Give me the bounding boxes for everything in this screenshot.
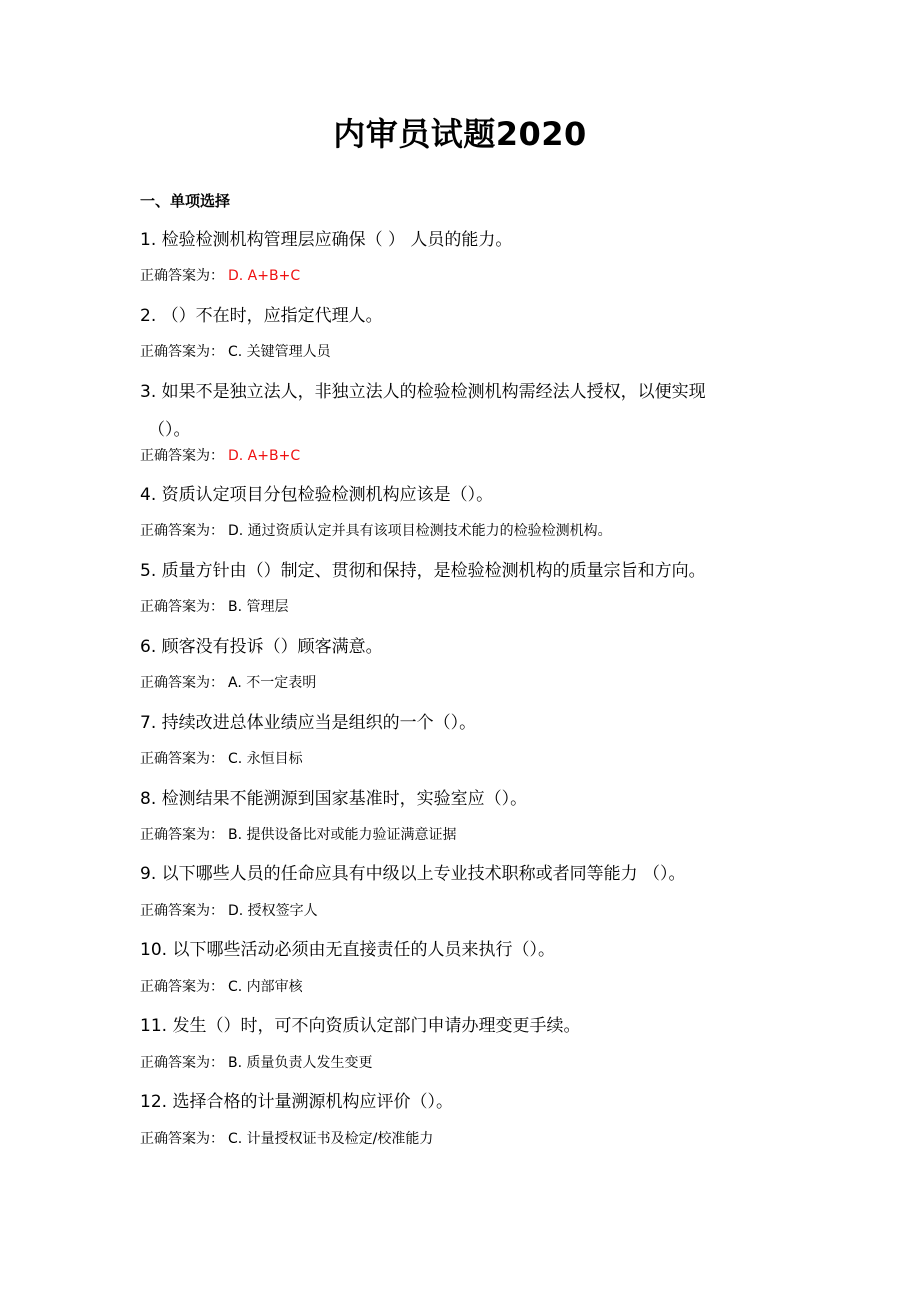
answer-7 bbox=[140, 748, 303, 770]
answer-prefix: 正确答案为： bbox=[140, 344, 224, 360]
answer-prefix: 正确答案为： bbox=[140, 1131, 224, 1147]
answer-prefix: 正确答案为： bbox=[140, 751, 224, 767]
answer-value: D. A+B+C bbox=[228, 268, 301, 284]
question-9: 9. 以下哪些人员的任命应具有中级以上专业技术职称或者同等能力 （）。 bbox=[140, 864, 686, 884]
answer-prefix: 正确答案为： bbox=[140, 903, 224, 919]
question-12: 12. 选择合格的计量溯源机构应评价（）。 bbox=[140, 1092, 453, 1112]
answer-value: C. 计量授权证书及检定/校准能力 bbox=[228, 1131, 434, 1147]
question-1: 1. 检验检测机构管理层应确保（ ） 人员的能力。 bbox=[140, 230, 513, 250]
answer-4 bbox=[140, 520, 612, 542]
section-heading: 一、单项选择 bbox=[140, 192, 231, 210]
answer-11 bbox=[140, 1052, 373, 1074]
answer-value: D. A+B+C bbox=[228, 448, 301, 464]
answer-10 bbox=[140, 976, 303, 998]
question-10: 10. 以下哪些活动必须由无直接责任的人员来执行（）。 bbox=[140, 940, 555, 960]
question-4: 4. 资质认定项目分包检验检测机构应该是（）。 bbox=[140, 485, 494, 505]
answer-2 bbox=[140, 341, 331, 363]
question-3-continuation: （）。 bbox=[148, 420, 191, 440]
answer-prefix: 正确答案为： bbox=[140, 675, 224, 691]
answer-value: B. 提供设备比对或能力验证满意证据 bbox=[228, 827, 457, 843]
document-title: 内审员试题2020 bbox=[333, 115, 587, 153]
answer-value: B. 质量负责人发生变更 bbox=[228, 1055, 373, 1071]
answer-value: C. 内部审核 bbox=[228, 979, 303, 995]
answer-prefix: 正确答案为： bbox=[140, 268, 224, 284]
question-7: 7. 持续改进总体业绩应当是组织的一个（）。 bbox=[140, 713, 477, 733]
answer-prefix: 正确答案为： bbox=[140, 523, 224, 539]
answer-prefix: 正确答案为： bbox=[140, 1055, 224, 1071]
question-11: 11. 发生（）时，可不向资质认定部门申请办理变更手续。 bbox=[140, 1016, 581, 1036]
question-6: 6. 顾客没有投诉（）顾客满意。 bbox=[140, 637, 383, 657]
answer-value: C. 关键管理人员 bbox=[228, 344, 331, 360]
answer-3 bbox=[140, 445, 300, 467]
question-8: 8. 检测结果不能溯源到国家基准时，实验室应（）。 bbox=[140, 789, 528, 809]
question-2: 2. （）不在时，应指定代理人。 bbox=[140, 306, 383, 326]
answer-prefix: 正确答案为： bbox=[140, 827, 224, 843]
answer-prefix: 正确答案为： bbox=[140, 599, 224, 615]
answer-prefix: 正确答案为： bbox=[140, 979, 224, 995]
answer-value: C. 永恒目标 bbox=[228, 751, 303, 767]
question-3: 3. 如果不是独立法人，非独立法人的检验检测机构需经法人授权，以便实现 bbox=[140, 382, 706, 402]
answer-prefix: 正确答案为： bbox=[140, 448, 224, 464]
question-5: 5. 质量方针由（）制定、贯彻和保持，是检验检测机构的质量宗旨和方向。 bbox=[140, 561, 706, 581]
answer-value: B. 管理层 bbox=[228, 599, 289, 615]
answer-value: D. 通过资质认定并具有该项目检测技术能力的检验检测机构。 bbox=[228, 523, 612, 539]
answer-8 bbox=[140, 824, 457, 846]
answer-1 bbox=[140, 265, 300, 287]
answer-6 bbox=[140, 672, 316, 694]
answer-value: A. 不一定表明 bbox=[228, 675, 317, 691]
answer-5 bbox=[140, 596, 289, 618]
answer-value: D. 授权签字人 bbox=[228, 903, 318, 919]
answer-9 bbox=[140, 900, 318, 922]
answer-12 bbox=[140, 1128, 433, 1150]
